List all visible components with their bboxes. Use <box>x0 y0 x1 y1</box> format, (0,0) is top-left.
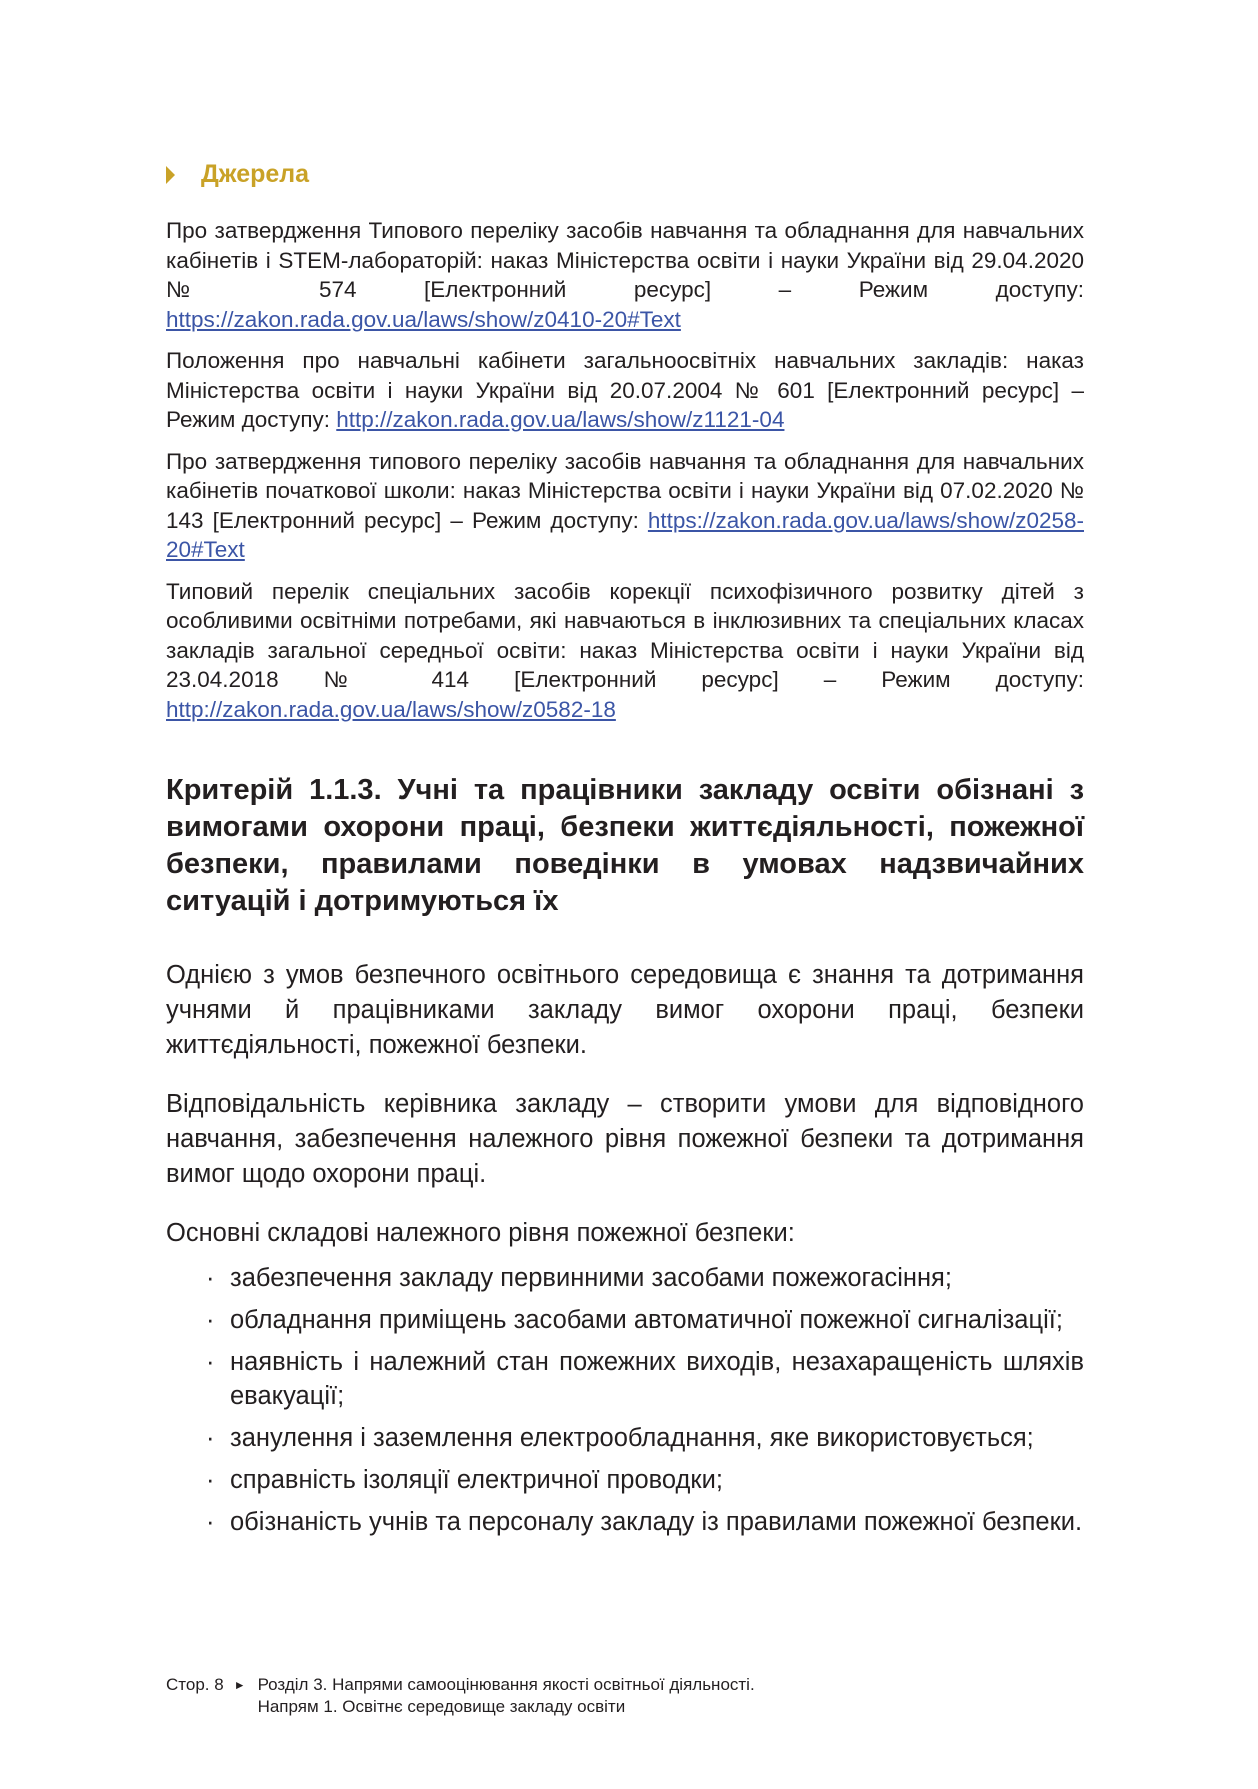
body-section <box>166 958 1084 1547</box>
reference-item: Про затвердження Типового переліку засобів навчання та обладнання для навчальних кабінетів і STEM-лабораторій: наказ Міністерства освіти і науки України від 29.04.2020 № 574 [Електронний ресурс] – Режим доступу: https://zakon.rada.gov.ua/laws/show/z0410-20#Text <box>166 218 1084 332</box>
list-item: · обізнаність учнів та персоналу закладу із правилами пожежної безпеки. <box>166 1505 1084 1539</box>
reference-item: Про затвердження типового переліку засобів навчання та обладнання для навчальних кабінетів початкової школи: наказ Міністерства освіти і науки України від 07.02.2020 № 143 [Електронний ресурс] – Режим доступу: https://zakon.rada.gov.ua/laws/show/z0258-20#Text <box>166 448 1084 562</box>
reference-link[interactable]: https://zakon.rada.gov.ua/laws/show/z0258-20#Text <box>166 507 1084 562</box>
footer-section-title <box>258 1674 755 1718</box>
reference-link[interactable]: http://zakon.rada.gov.ua/laws/show/z1121-04 <box>336 407 785 432</box>
paragraph: Однією з умов безпечного освітнього середовища є знання та дотримання учнями й працівниками закладу вимог охорони праці, безпеки життєдіяльності, пожежної безпеки. <box>166 961 1084 1059</box>
criterion-heading: Критерій 1.1.3. Учні та працівники закладу освіти обізнані з вимогами охорони праці, безпеки життєдіяльності, пожежної безпеки, правилами поведінки в умовах надзвичайних ситуацій і дотримуються їх <box>166 774 1084 917</box>
footer-line: Напрям 1. Освітнє середовище закладу освіти <box>257 1697 626 1716</box>
page-number: Стор. 8 <box>166 1675 224 1694</box>
bullet-icon: · <box>206 1424 215 1452</box>
reference-link[interactable]: https://zakon.rada.gov.ua/laws/show/z0410-20#Text <box>166 306 681 332</box>
bullet-icon: · <box>206 1348 215 1376</box>
list-item: · обладнання приміщень засобами автоматичної пожежної сигналізації; <box>166 1303 1084 1337</box>
bullet-icon: · <box>206 1306 215 1334</box>
paragraph: Відповідальність керівника закладу – створити умови для відповідного навчання, забезпечення належного рівня пожежної безпеки та дотримання вимог щодо охорони праці. <box>166 1090 1084 1188</box>
arrow-right-icon: ► <box>233 1678 246 1692</box>
sources-heading-text: Джерела <box>201 160 310 188</box>
list-item: · справність ізоляції електричної проводки; <box>166 1463 1084 1497</box>
triangle-bullet-icon <box>166 166 175 184</box>
list-item: · забезпечення закладу первинними засобами пожежогасіння; <box>166 1261 1084 1295</box>
list-intro: Основні складові належного рівня пожежної безпеки: <box>166 1219 795 1247</box>
list-item: · наявність і належний стан пожежних виходів, незахаращеність шляхів евакуації; <box>166 1345 1084 1413</box>
bullet-icon: · <box>206 1508 215 1536</box>
page-footer <box>166 1674 755 1718</box>
bullet-icon: · <box>206 1264 215 1292</box>
reference-item: Положення про навчальні кабінети загальноосвітніх навчальних закладів: наказ Міністерства освіти і науки України від 20.07.2004 № 601 [Електронний ресурс] – Режим доступу: http://zakon.rada.gov.ua/laws/show/z1121-04 <box>166 348 1084 432</box>
reference-item: Типовий перелік спеціальних засобів корекції психофізичного розвитку дітей з особливими освітніми потребами, які навчаються в інклюзивних та спеціальних класах закладів загальної середньої освіти: наказ Міністерства освіти і науки України від 23.04.2018 № 414 [Електронний ресурс] – Режим доступу: http://zakon.rada.gov.ua/laws/show/z0582-18 <box>166 578 1084 722</box>
references-list <box>166 216 1084 736</box>
footer-line: Розділ 3. Напрями самооцінювання якості освітньої діяльності. <box>257 1675 755 1694</box>
reference-link[interactable]: http://zakon.rada.gov.ua/laws/show/z0582-18 <box>166 696 616 722</box>
fire-safety-list <box>166 1261 1084 1539</box>
sources-heading <box>166 160 309 189</box>
list-item: · занулення і заземлення електрообладнання, яке використовується; <box>166 1421 1084 1455</box>
bullet-icon: · <box>206 1466 215 1494</box>
